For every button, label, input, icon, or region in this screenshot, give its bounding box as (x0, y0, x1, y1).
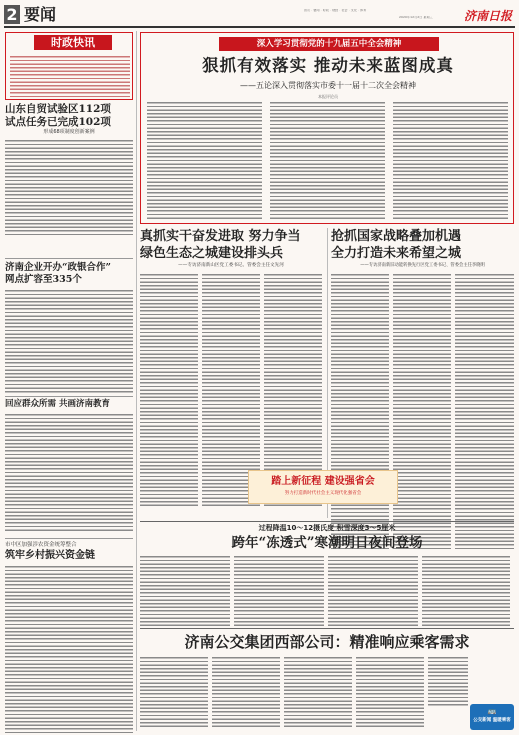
mid-subhead: ——专访济南新旧动能转换先行区党工委书记、管委会主任李晓明 (360, 263, 485, 268)
bus-logo (470, 704, 514, 730)
brief-text (10, 55, 130, 98)
slogan-ad (248, 470, 398, 504)
left-article-3 (5, 399, 133, 533)
weather-body-col (422, 555, 510, 627)
mid-headline-2: 全力打造未来希望之城 (331, 246, 462, 261)
feature-headline: 狠抓有效落实 推动未来蓝图成真 (202, 56, 454, 75)
weather-body-col (328, 555, 418, 627)
weather-kicker: 过程降温10～12摄氏度 积雪深度3～5厘米 (258, 524, 396, 532)
article-subtitle: 形成68项制度创新案例 (43, 129, 95, 135)
article-body (5, 413, 133, 533)
left-article-4 (5, 541, 133, 733)
masthead-rule (4, 26, 515, 28)
mid-subhead: ——专访济南新山区党工委书记、管委会主任文先河 (178, 263, 284, 268)
article-body (5, 565, 133, 733)
brief-badge (34, 35, 112, 50)
bus-icon: 🚌 (487, 707, 497, 715)
feature-col-1 (147, 101, 262, 219)
bottom-body-col (140, 656, 208, 728)
date-line: 2020年12月2日 星期三 (399, 16, 433, 19)
article-title: 山东自贸试验区112项 (5, 103, 111, 115)
article-title: 网点扩容至335个 (5, 274, 82, 285)
article-body (5, 289, 133, 394)
left-article-1 (5, 103, 133, 237)
mid-headline-1: 抢抓国家战略叠加机遇 (331, 229, 462, 244)
weather-headline: 跨年“冻透式”寒潮明日夜间登场 (231, 535, 423, 551)
feature-col-3 (393, 101, 508, 219)
article-title: 济南企业开办“政银合作” (5, 262, 111, 273)
bus-logo-text: 公交新闻 温暖乘客 (473, 718, 511, 723)
mid-headline-1: 真抓实干奋发进取 努力争当 (140, 229, 301, 244)
brief-box (5, 32, 133, 100)
page-number: 2 (4, 5, 20, 24)
article-body (5, 139, 133, 237)
brand-logo: 济南日报 (464, 9, 513, 23)
left-article-2 (5, 262, 133, 394)
ad-line-2: 努力打造新时代社会主义现代化强省会 (284, 491, 362, 496)
bottom-body-col (428, 656, 468, 706)
bottom-body-col (212, 656, 280, 728)
mid-article-1 (140, 228, 322, 508)
weather-body-col (140, 555, 230, 627)
nav-items[interactable]: 首页 · 要闻 · 时政 · 财经 · 社会 · 文化 · 体育 (304, 9, 367, 12)
bottom-headline: 济南公交集团西部公司：精准响应乘客需求 (184, 633, 470, 651)
feature-box (140, 32, 514, 224)
mid-headline-2: 绿色生态之城建设排头兵 (140, 246, 284, 261)
brief-badge-label: 时政快讯 (51, 36, 95, 49)
weather-article (140, 523, 514, 627)
feature-banner (219, 37, 439, 51)
feature-banner-label: 深入学习贯彻党的十九届五中全会精神 (256, 39, 402, 49)
article-kicker: 市中区加强涉农资金统筹整合 (5, 542, 77, 548)
weather-body-col (234, 555, 324, 627)
mid-body-col (393, 273, 451, 551)
mid-body-col (331, 273, 389, 551)
masthead (4, 5, 515, 29)
feature-col-2 (270, 101, 385, 219)
mid-body-col (455, 273, 514, 551)
feature-subhead: ——五论深入贯彻落实市委十一届十二次全会精神 (240, 81, 416, 90)
bottom-article (140, 632, 514, 728)
bottom-body-col (356, 656, 424, 728)
section-name: 要闻 (24, 5, 57, 24)
mid-body-col (140, 273, 198, 508)
article-title: 筑牢乡村振兴资金链 (5, 550, 95, 561)
article-title: 试点任务已完成102项 (5, 116, 111, 128)
ad-line-1: 踏上新征程 建设强省会 (271, 476, 375, 487)
article-title: 回应群众所需 共画济南教育 (5, 399, 110, 409)
feature-byline: 本报评论员 (318, 94, 338, 99)
bottom-body-col (284, 656, 352, 728)
